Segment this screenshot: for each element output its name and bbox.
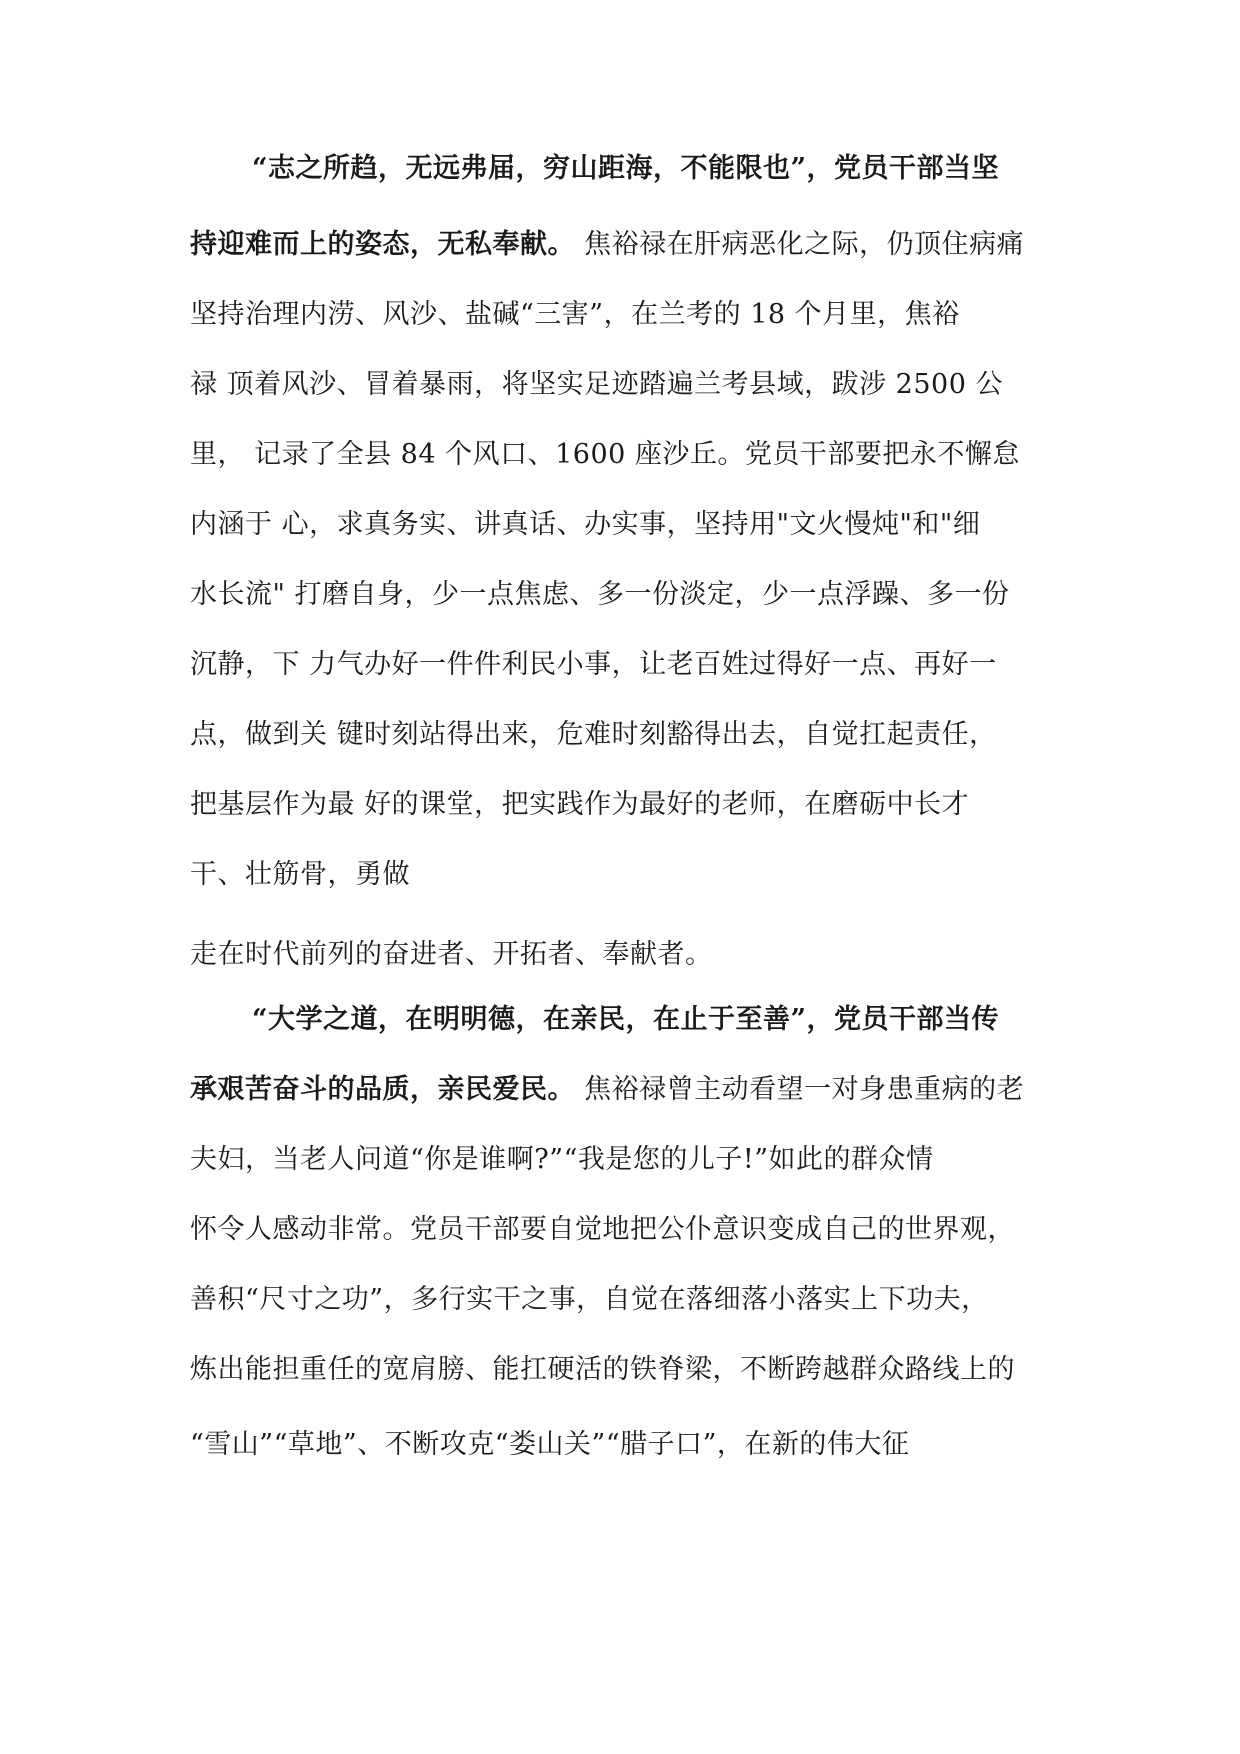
paragraph-2-line-4: 怀令人感动非常。党员干部要自觉地把公仆意识变成自己的世界观， xyxy=(190,1214,1015,1245)
paragraph-1-line-10: 把基层作为最 好的课堂，把实践作为最好的老师，在磨砺中长才 xyxy=(190,789,970,820)
paragraph-1-line-6: 内涵于 心，求真务实、讲真话、办实事，坚持用"文火慢炖"和"细 xyxy=(190,509,981,540)
paragraph-2-line-5: 善积“尺寸之功”，多行实干之事，自觉在落细落小落实上下功夫， xyxy=(190,1284,989,1315)
paragraph-2-line-2 xyxy=(190,1073,1024,1107)
paragraph-2-line-2-bold: 承艰苦奋斗的品质，亲民爱民。 xyxy=(190,1074,575,1105)
paragraph-1-line-12: 走在时代前列的奋进者、开拓者、奉献者。 xyxy=(190,939,713,970)
paragraph-1-line-11: 干、壮筋骨，勇做 xyxy=(190,859,410,890)
paragraph-1-line-2-bold: 持迎难而上的姿态，无私奉献。 xyxy=(190,229,575,260)
paragraph-1-line-2 xyxy=(190,228,1024,262)
paragraph-2-line-7: “雪山”“草地”、不断攻克“娄山关”“腊子口”，在新的伟大征 xyxy=(190,1429,910,1460)
paragraph-1-line-3: 坚持治理内涝、风沙、盐碱“三害”，在兰考的 18 个月里，焦裕 xyxy=(190,299,960,330)
paragraph-1-line-8: 沉静，下 力气办好一件件利民小事，让老百姓过得好一点、再好一 xyxy=(190,649,997,680)
paragraph-2-line-2-normal: 焦裕禄曾主动看望一对身患重病的老 xyxy=(575,1074,1025,1105)
paragraph-1-line-5: 里， 记录了全县 84 个风口、1600 座沙丘。党员干部要把永不懈怠 xyxy=(190,439,1020,470)
paragraph-1-line-7: 水长流" 打磨自身，少一点焦虑、多一份淡定，少一点浮躁、多一份 xyxy=(190,579,1010,610)
paragraph-2-line-6: 炼出能担重任的宽肩膀、能扛硬活的铁脊梁，不断跨越群众路线上的 xyxy=(190,1354,1015,1385)
paragraph-1-line-9: 点，做到关 键时刻站得出来，危难时刻豁得出去，自觉扛起责任， xyxy=(190,719,997,750)
paragraph-2-line-3: 夫妇，当老人问道“你是谁啊?”“我是您的儿子!”如此的群众情 xyxy=(190,1144,934,1175)
paragraph-1-line-2-normal: 焦裕禄在肝病恶化之际，仍顶住病痛 xyxy=(575,229,1025,260)
paragraph-2-line-1: “大学之道，在明明德，在亲民，在止于至善”，党员干部当传 xyxy=(252,1004,1000,1035)
paragraph-1-line-4: 禄 顶着风沙、冒着暴雨，将坚实足迹踏遍兰考县域，跋涉 2500 公 xyxy=(190,369,1003,400)
paragraph-1-line-1: “志之所趋，无远弗届，穷山距海，不能限也”，党员干部当坚 xyxy=(252,153,1000,184)
